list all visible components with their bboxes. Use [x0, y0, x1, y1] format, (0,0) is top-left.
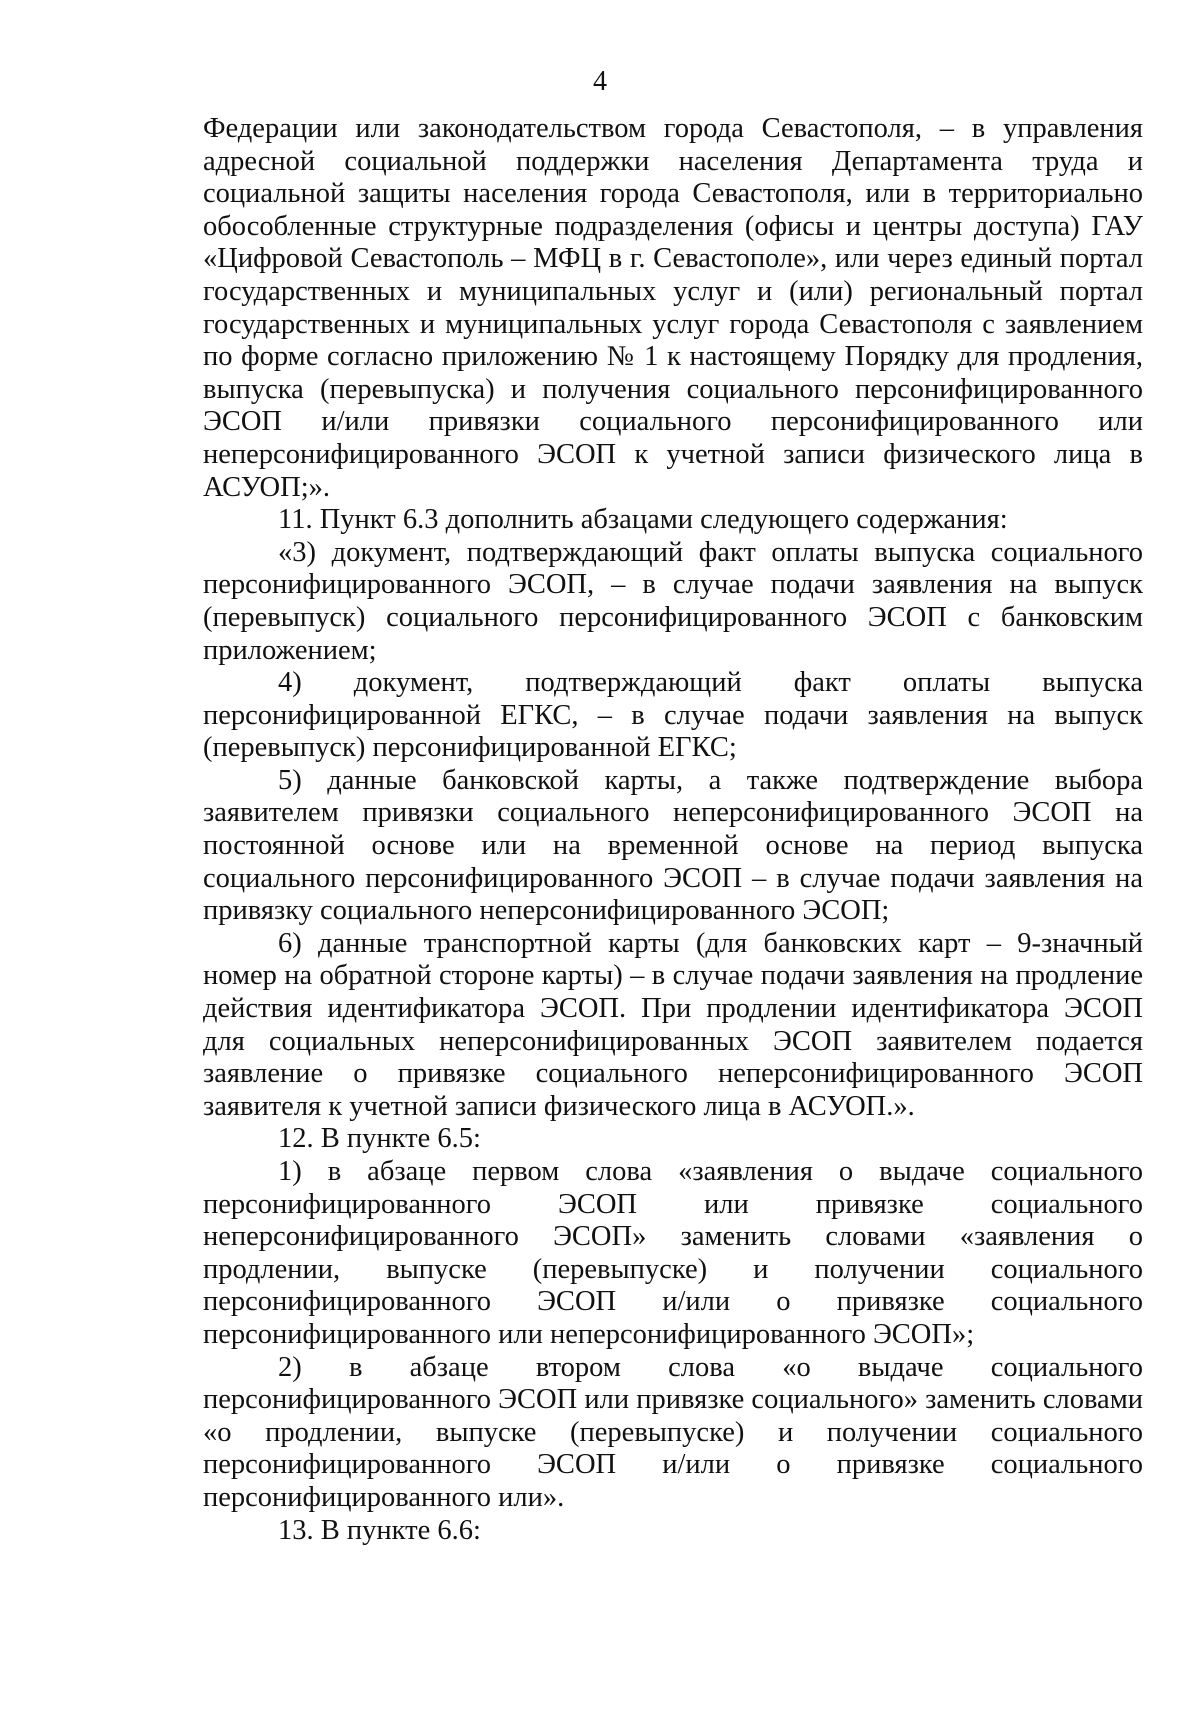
document-body [203, 113, 1143, 1547]
paragraph-item-12-sub-2: 2) в абзаце втором слова «о выдаче социального персонифицированного ЭСОП или привязке социального» заменить словами «о продлении, выпуске (перевыпуске) и получении социального персонифицированного ЭСОП и/или о привязке социального персонифицированного или». [203, 1351, 1143, 1513]
paragraph-continuation: Федерации или законодательством города Севастополя, – в управления адресной социальной поддержки населения Департамента труда и социальной защиты населения города Севастополя, или в территориально обособленные структурные подразделения (офисы и центры доступа) ГАУ «Цифровой Севастополь – МФЦ в г. Севастополе», или через единый портал государственных и муниципальных услуг и (или) региональный портал государственных и муниципальных услуг города Севастополя с заявлением по форме согласно приложению № 1 к настоящему Порядку для продления, выпуска (перевыпуска) и получения социального персонифицированного ЭСОП и/или привязки социального персонифицированного или неперсонифицированного ЭСОП к учетной записи физического лица в АСУОП;». [203, 113, 1143, 503]
paragraph-item-11: 11. Пункт 6.3 дополнить абзацами следующего содержания: [278, 504, 1008, 536]
paragraph-subitem-4: 4) документ, подтверждающий факт оплаты выпуска персонифицированной ЕГКС, – в случае подачи заявления на выпуск (перевыпуск) персонифицированной ЕГКС; [203, 667, 1143, 764]
paragraph-item-12: 12. В пункте 6.5: [278, 1123, 481, 1155]
paragraph-item-13: 13. В пункте 6.6: [278, 1514, 481, 1546]
paragraph-item-12-sub-1: 1) в абзаце первом слова «заявления о выдаче социального персонифицированного ЭСОП или привязке социального неперсонифицированного ЭСОП» заменить словами «заявления о продлении, выпуске (перевыпуске) и получении социального персонифицированного ЭСОП и/или о привязке социального персонифицированного или неперсонифицированного ЭСОП»; [203, 1156, 1143, 1350]
paragraph-subitem-5: 5) данные банковской карты, а также подтверждение выбора заявителем привязки социального неперсонифицированного ЭСОП на постоянной основе или на временной основе на период выпуска социального персонифицированного ЭСОП – в случае подачи заявления на привязку социального неперсонифицированного ЭСОП; [203, 764, 1143, 927]
page-number: 4 [593, 66, 607, 97]
paragraph-subitem-6: 6) данные транспортной карты (для банковских карт – 9-значный номер на обратной стороне карты) – в случае подачи заявления на продление действия идентификатора ЭСОП. При продлении идентификатора ЭСОП для социальных неперсонифицированных ЭСОП заявителем подается заявление о привязке социального неперсонифицированного ЭСОП заявителя к учетной записи физического лица в АСУОП.». [203, 927, 1143, 1122]
paragraph-subitem-3: «3) документ, подтверждающий факт оплаты выпуска социального персонифицированного ЭСОП, – в случае подачи заявления на выпуск (перевыпуск) социального персонифицированного ЭСОП с банковским приложением; [203, 536, 1143, 666]
